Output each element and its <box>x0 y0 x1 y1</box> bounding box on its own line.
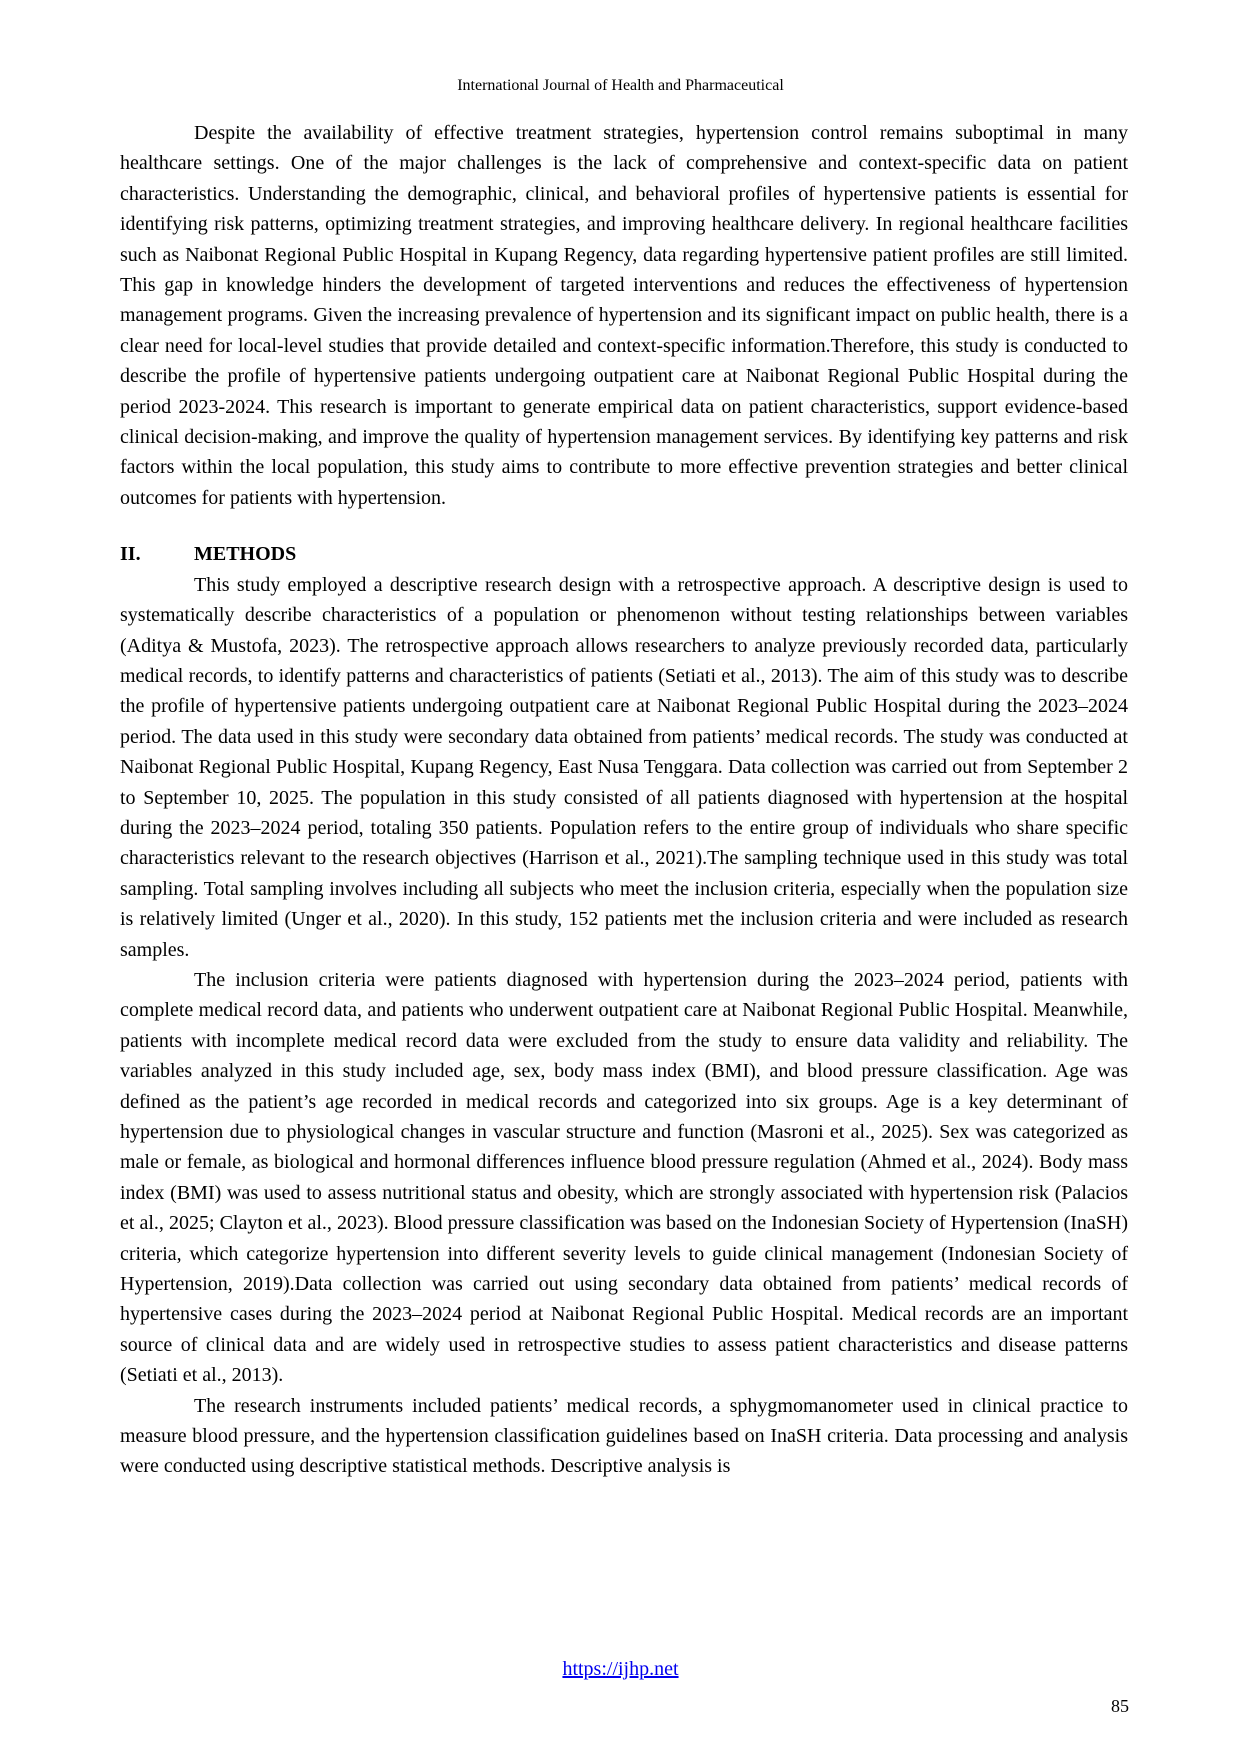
paragraph-methods-criteria: The inclusion criteria were patients diagnosed with hypertension during the 2023–2024 period, patients with complete medical record data, and patients who underwent outpatient care at Naibonat Regional Public Hospital. Meanwhile, patients with incomplete medical record data were excluded from the study to ensure data validity and reliability. The variables analyzed in this study included age, sex, body mass index (BMI), and blood pressure classification. Age was defined as the patient’s age recorded in medical records and categorized into six groups. Age is a key determinant of hypertension due to physiological changes in vascular structure and function (Masroni et al., 2025). Sex was categorized as male or female, as biological and hormonal differences influence blood pressure regulation (Ahmed et al., 2024). Body mass index (BMI) was used to assess nutritional status and obesity, which are strongly associated with hypertension risk (Palacios et al., 2025; Clayton et al., 2023). Blood pressure classification was based on the Indonesian Society of Hypertension (InaSH) criteria, which categorize hypertension into different severity levels to guide clinical management (Indonesian Society of Hypertension, 2019).Data collection was carried out using secondary data obtained from patients’ medical records of hypertensive cases during the 2023–2024 period at Naibonat Regional Public Hospital. Medical records are an important source of clinical data and are widely used in retrospective studies to assess patient characteristics and disease patterns (Setiati et al., 2013). <box>120 968 1128 1387</box>
paragraph-methods-instruments: The research instruments included patients’ medical records, a sphygmomanometer used in clinical practice to measure blood pressure, and the hypertension classification guidelines based on InaSH criteria. Data processing and analysis were conducted using descriptive statistical methods. Descriptive analysis is <box>120 1394 1128 1478</box>
section-title: METHODS <box>194 543 297 566</box>
journal-url-link[interactable]: https://ijhp.net <box>562 1658 679 1680</box>
footer-link-container <box>0 1657 1241 1681</box>
running-header: International Journal of Health and Pharmaceutical <box>457 77 784 94</box>
page-number: 85 <box>1111 1696 1129 1716</box>
article-body <box>120 118 1128 1482</box>
section-number: II. <box>120 543 141 566</box>
paragraph-methods-design: This study employed a descriptive research design with a retrospective approach. A descriptive design is used to systematically describe characteristics of a population or phenomenon without testing relationships between variables (Aditya & Mustofa, 2023). The retrospective approach allows researchers to analyze previously recorded data, particularly medical records, to identify patterns and characteristics of patients (Setiati et al., 2013). The aim of this study was to describe the profile of hypertensive patients undergoing outpatient care at Naibonat Regional Public Hospital during the 2023–2024 period. The data used in this study were secondary data obtained from patients’ medical records. The study was conducted at Naibonat Regional Public Hospital, Kupang Regency, East Nusa Tenggara. Data collection was carried out from September 2 to September 10, 2025. The population in this study consisted of all patients diagnosed with hypertension at the hospital during the 2023–2024 period, totaling 350 patients. Population refers to the entire group of individuals who share specific characteristics relevant to the research objectives (Harrison et al., 2021).The sampling technique used in this study was total sampling. Total sampling involves including all subjects who meet the inclusion criteria, especially when the population size is relatively limited (Unger et al., 2020). In this study, 152 patients met the inclusion criteria and were included as research samples. <box>120 573 1128 961</box>
paragraph-introduction: Despite the availability of effective treatment strategies, hypertension control remains suboptimal in many healthcare settings. One of the major challenges is the lack of comprehensive and context-specific data on patient characteristics. Understanding the demographic, clinical, and behavioral profiles of hypertensive patients is essential for identifying risk patterns, optimizing treatment strategies, and improving healthcare delivery. In regional healthcare facilities such as Naibonat Regional Public Hospital in Kupang Regency, data regarding hypertensive patient profiles are still limited. This gap in knowledge hinders the development of targeted interventions and reduces the effectiveness of hypertension management programs. Given the increasing prevalence of hypertension and its significant impact on public health, there is a clear need for local-level studies that provide detailed and context-specific information.Therefore, this study is conducted to describe the profile of hypertensive patients undergoing outpatient care at Naibonat Regional Public Hospital during the period 2023-2024. This research is important to generate empirical data on patient characteristics, support evidence-based clinical decision-making, and improve the quality of hypertension management services. By identifying key patterns and risk factors within the local population, this study aims to contribute to more effective prevention strategies and better clinical outcomes for patients with hypertension. <box>120 122 1128 509</box>
section-heading-methods <box>120 539 1128 569</box>
